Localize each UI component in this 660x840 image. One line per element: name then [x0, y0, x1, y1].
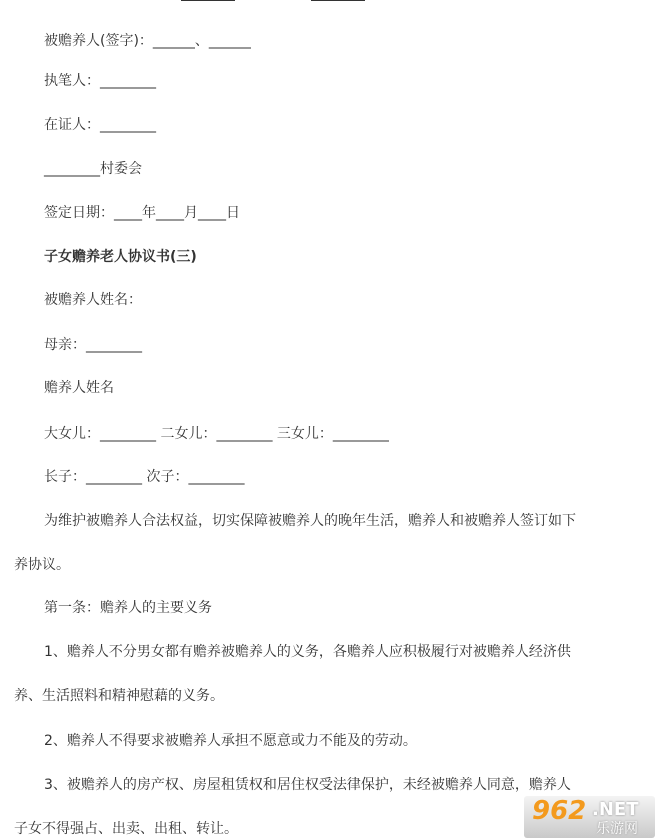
paragraph: 1、赡养人不分男女都有赡养被赡养人的义务，各赡养人应积极履行对被赡养人经济供: [44, 644, 571, 660]
signature-line: [311, 0, 365, 2]
sons-line: 长子：________ 次子：________: [44, 469, 245, 485]
signer-line: 被赡养人(签字)：______、______: [44, 33, 251, 49]
paragraph: 子女不得强占、出卖、出租、转让。: [14, 821, 238, 837]
watermark-suffix: .NET: [592, 799, 639, 820]
supporter-name-line: 赡养人姓名: [44, 380, 114, 396]
watermark-number: 962: [532, 796, 587, 826]
supported-name-line: 被赡养人姓名：: [44, 292, 142, 308]
daughters-line: 大女儿：________ 二女儿：________ 三女儿：________: [44, 426, 389, 442]
village-committee-line: ________村委会: [44, 161, 142, 177]
mother-line: 母亲：________: [44, 337, 142, 353]
article-heading: 第一条：赡养人的主要义务: [44, 600, 212, 616]
signature-line: [181, 0, 235, 2]
watermark-cn: 乐游网: [596, 821, 638, 837]
section-heading: 子女赡养老人协议书(三): [44, 249, 197, 265]
paragraph: 养协议。: [14, 557, 70, 573]
writer-line: 执笔人：________: [44, 73, 156, 89]
paragraph: 3、被赡养人的房产权、房屋租赁权和居住权受法律保护，未经被赡养人同意，赡养人: [44, 777, 571, 793]
paragraph: 为维护被赡养人合法权益，切实保障被赡养人的晚年生活，赡养人和被赡养人签订如下: [44, 513, 576, 529]
witness-line: 在证人：________: [44, 117, 156, 133]
watermark-logo: [524, 796, 655, 838]
date-line: 签定日期：____年____月____日: [44, 205, 240, 221]
paragraph: 养、生活照料和精神慰藉的义务。: [14, 688, 224, 704]
paragraph: 2、赡养人不得要求被赡养人承担不愿意或力不能及的劳动。: [44, 733, 417, 749]
